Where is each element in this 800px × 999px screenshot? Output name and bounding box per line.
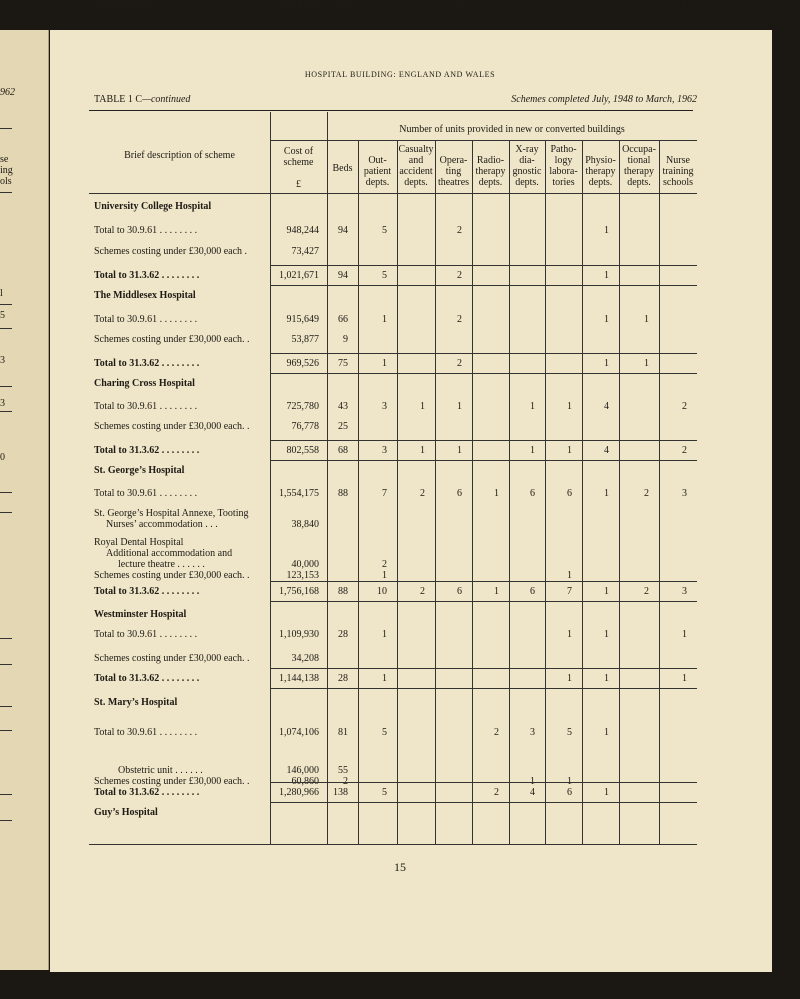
scheme-description: Schemes costing under £30,000 each. . [94, 570, 250, 581]
cell-beds: 138 [333, 787, 348, 798]
cell-cas: 2 [420, 488, 425, 499]
cell-phys: 1 [604, 787, 609, 798]
scheme-description: Schemes costing under £30,000 each . [94, 246, 248, 257]
cell-out: 3 [382, 401, 387, 412]
cell-beds: 28 [338, 673, 348, 684]
cell-out: 5 [382, 270, 387, 281]
header-cas-line: and [408, 155, 424, 166]
left-rule [0, 304, 12, 305]
cell-occ: 1 [644, 314, 649, 325]
cell-beds: 88 [338, 586, 348, 597]
cell-occ: 1 [644, 358, 649, 369]
cell-nurse: 2 [682, 401, 687, 412]
cell-phys: 1 [604, 673, 609, 684]
cell-out: 1 [382, 570, 387, 581]
cell-nurse: 1 [682, 673, 687, 684]
table-bottom-rule [89, 844, 697, 845]
header-nurse-line: Nurse [666, 155, 690, 166]
scheme-description: Obstetric unit . . . . . . [118, 765, 203, 776]
header-subrule [270, 140, 697, 141]
cell-nurse: 3 [682, 488, 687, 499]
cell-xray: 1 [530, 401, 535, 412]
cell-beds: 94 [338, 270, 348, 281]
cell-beds: 2 [343, 776, 348, 787]
cell-beds: 9 [343, 334, 348, 345]
total-label: Total to 31.3.62 . . . . . . . . [94, 358, 200, 369]
header-occ-line: depts. [627, 177, 651, 188]
cost-value: 60,860 [291, 776, 319, 787]
header-cas [397, 144, 435, 188]
scheme-description: Total to 30.9.61 . . . . . . . . [94, 727, 198, 738]
header-number-of-units: Number of units provided in new or converted buildings [399, 124, 625, 135]
cell-xray: 3 [530, 727, 535, 738]
cost-value: 1,554,175 [279, 488, 319, 499]
cell-occ: 2 [644, 586, 649, 597]
total-bottom-rule [270, 802, 697, 803]
cell-nurse: 1 [682, 0, 687, 11]
table-top-rule [89, 110, 693, 111]
cost-value: 969,526 [286, 358, 319, 369]
cell-rad: 2 [494, 787, 499, 798]
cell-path: 7 [567, 586, 572, 597]
left-rule [0, 192, 12, 193]
header-path-line: labora- [549, 166, 578, 177]
cell-beds: 43 [338, 401, 348, 412]
cost-value: 40,000 [291, 559, 319, 570]
left-rule [0, 386, 12, 387]
table-label: TABLE 1 C [94, 94, 143, 105]
cell-beds: 66 [338, 314, 348, 325]
cell-beds: 419 [333, 0, 348, 11]
cell-nurse: 3 [682, 586, 687, 597]
scheme-description: Total to 30.9.61 . . . . . . . . [94, 0, 198, 11]
cell-path: 6 [567, 787, 572, 798]
header-xray [509, 144, 545, 188]
cell-xray: 6 [530, 488, 535, 499]
scheme-description: Schemes costing under £30,000 each. . [94, 776, 250, 787]
cost-value: 76,778 [291, 421, 319, 432]
header-out-line: patient [363, 166, 392, 177]
left-rule [0, 794, 12, 795]
header-cas-line: accident [399, 166, 433, 177]
header-cost-line: scheme [283, 157, 314, 168]
table-label-suffix: —continued [142, 94, 191, 105]
cell-op: 2 [457, 358, 462, 369]
hospital-name: Guy’s Hospital [94, 807, 158, 818]
header-occ-line: Occupa- [622, 144, 656, 155]
schemes-note: Schemes completed July, 1948 to March, 1962 [511, 94, 697, 105]
scheme-description: Nurses’ accommodation . . . [106, 519, 218, 530]
total-bottom-rule [270, 460, 697, 461]
left-rule [0, 820, 12, 821]
cost-value: 1,021,671 [279, 270, 319, 281]
header-op [435, 155, 472, 188]
header-path-line: tories [552, 177, 575, 188]
header-cas-line: Casualty [398, 144, 434, 155]
cell-out: 3 [382, 445, 387, 456]
cell-out: 1 [382, 629, 387, 640]
cell-xray: 6 [530, 586, 535, 597]
header-beds: Beds [332, 163, 353, 174]
header-nurse-line: training [662, 166, 694, 177]
left-rule [0, 411, 12, 412]
header-phys [582, 155, 619, 188]
header-occ-line: tional [627, 155, 651, 166]
cost-value: 34,208 [291, 653, 319, 664]
cell-out: 2 [382, 559, 387, 570]
page-number: 15 [394, 860, 406, 874]
cell-phys: 1 [604, 488, 609, 499]
hospital-name: Charing Cross Hospital [94, 378, 195, 389]
left-rule [0, 730, 12, 731]
scheme-description: Additional accommodation and [106, 548, 233, 559]
total-label: Total to 31.3.62 . . . . . . . . [94, 673, 200, 684]
header-cost-line [270, 168, 327, 179]
left-margin-text: 962 [0, 87, 15, 98]
cell-out: 1 [382, 358, 387, 369]
header-occ [619, 144, 659, 188]
cost-value: 1,756,168 [279, 586, 319, 597]
total-top-rule [270, 668, 697, 669]
left-rule [0, 128, 12, 129]
cell-path: 6 [567, 488, 572, 499]
total-label: Total to 31.3.62 . . . . . . . . [94, 270, 200, 281]
scheme-description: Royal Dental Hospital [94, 537, 184, 548]
header-cost [270, 146, 327, 190]
running-head: HOSPITAL BUILDING: ENGLAND AND WALES [304, 70, 496, 79]
cost-value: 725,780 [286, 401, 319, 412]
hospital-name: University College Hospital [94, 201, 212, 212]
header-rad-line: therapy [475, 166, 506, 177]
cell-xray: 2 [530, 0, 535, 11]
left-rule [0, 492, 12, 493]
cell-beds: 81 [338, 727, 348, 738]
header-cost-line: £ [296, 179, 301, 190]
cell-beds: 25 [338, 421, 348, 432]
cost-value: 1,074,106 [279, 727, 319, 738]
header-rad [472, 155, 509, 188]
header-out-line: depts. [365, 177, 390, 188]
cell-path: 1 [567, 445, 572, 456]
left-margin-text: 0 [0, 452, 5, 463]
hospital-name: Westminster Hospital [94, 609, 187, 620]
header-op-line: theatres [437, 177, 470, 188]
cell-path: 1 [567, 776, 572, 787]
cell-beds: 68 [338, 445, 348, 456]
cost-value: 53,877 [291, 334, 319, 345]
cell-phys: 1 [604, 629, 609, 640]
total-top-rule [270, 265, 697, 266]
cell-op: 2 [457, 270, 462, 281]
cell-beds: 94 [338, 225, 348, 236]
header-phys-line: therapy [585, 166, 616, 177]
total-label: Total to 31.3.62 . . . . . . . . [94, 787, 200, 798]
cost-value: 146,000 [286, 765, 319, 776]
left-rule [0, 706, 12, 707]
cell-phys: 1 [604, 358, 609, 369]
total-bottom-rule [270, 285, 697, 286]
left-margin-text: 5 [0, 310, 5, 321]
scheme-description: Total to 30.9.61 . . . . . . . . [94, 629, 198, 640]
cell-phys: 1 [604, 225, 609, 236]
header-brief: Brief description of scheme [124, 150, 235, 161]
cost-value: 915,649 [286, 314, 319, 325]
header-xray-line: dia- [519, 155, 535, 166]
cell-path: 1 [567, 401, 572, 412]
scheme-description: lecture theatre . . . . . . [118, 559, 205, 570]
cell-cas: 1 [420, 401, 425, 412]
cell-phys: 1 [604, 586, 609, 597]
cell-cas: 1 [420, 0, 425, 11]
header-xray-line: X-ray [515, 144, 539, 155]
cell-out: 7 [382, 488, 387, 499]
header-xray-line: depts. [515, 177, 539, 188]
cell-beds: 88 [338, 488, 348, 499]
header-occ-line: therapy [624, 166, 654, 177]
left-margin-text: ols [0, 176, 12, 187]
cost-value: 38,840 [291, 519, 319, 530]
cell-phys: 1 [604, 727, 609, 738]
cost-value: 948,244 [286, 225, 319, 236]
left-margin-text: l [0, 288, 3, 299]
header-rad-line: Radio- [476, 155, 505, 166]
header-bottom-rule [89, 193, 697, 194]
header-op-line: ting [445, 166, 462, 177]
header-phys-line: Physio- [585, 155, 616, 166]
cell-path: 1 [567, 570, 572, 581]
cell-phys: 1 [604, 314, 609, 325]
left-rule [0, 638, 12, 639]
total-top-rule [270, 440, 697, 441]
cell-op: 6 [457, 586, 462, 597]
cost-value: 73,427 [291, 246, 319, 257]
left-margin-text: 3 [0, 398, 5, 409]
cell-out: 10 [377, 586, 387, 597]
cell-rad: 1 [494, 488, 499, 499]
cell-cas: 1 [420, 445, 425, 456]
left-rule [0, 328, 12, 329]
cell-out: 1 [382, 314, 387, 325]
cell-op: 2 [457, 225, 462, 236]
total-top-rule [270, 353, 697, 354]
header-cost-line: Cost of [283, 146, 314, 157]
scheme-description: Total to 30.9.61 . . . . . . . . [94, 314, 198, 325]
left-margin-text: ing [0, 165, 13, 176]
cell-path: 5 [567, 727, 572, 738]
cell-out: 5 [382, 225, 387, 236]
cell-path: 1 [567, 0, 572, 11]
cell-op: 10 [452, 0, 462, 11]
cost-value: 2,684,000 [279, 0, 319, 11]
scheme-description: Total to 30.9.61 . . . . . . . . [94, 488, 198, 499]
hospital-name: St. George’s Hospital [94, 465, 185, 476]
header-out [358, 155, 397, 188]
cost-value: 1,280,966 [279, 787, 319, 798]
total-bottom-rule [270, 688, 697, 689]
cell-phys: 1 [604, 270, 609, 281]
scheme-description: Schemes costing under £30,000 each. . [94, 334, 250, 345]
cell-op: 6 [457, 488, 462, 499]
header-path [545, 144, 582, 188]
cell-xray: 1 [530, 776, 535, 787]
left-margin-text: 3 [0, 355, 5, 366]
header-phys-line: depts. [588, 177, 613, 188]
cell-beds: 28 [338, 629, 348, 640]
cell-beds: 55 [338, 765, 348, 776]
cell-nurse: 2 [682, 445, 687, 456]
header-path-line: logy [554, 155, 573, 166]
cell-cas: 2 [420, 586, 425, 597]
cell-path: 1 [567, 629, 572, 640]
cell-xray: 4 [530, 787, 535, 798]
total-top-rule [270, 782, 697, 783]
left-rule [0, 664, 12, 665]
cell-op: 1 [457, 445, 462, 456]
left-page-edge [0, 30, 49, 970]
cell-rad: 2 [494, 727, 499, 738]
cell-path: 1 [567, 673, 572, 684]
header-path-line: Patho- [550, 144, 577, 155]
cell-op: 1 [457, 401, 462, 412]
cost-value: 1,109,930 [279, 629, 319, 640]
total-bottom-rule [270, 373, 697, 374]
total-label: Total to 31.3.62 . . . . . . . . [94, 445, 200, 456]
left-margin-text: se [0, 154, 9, 165]
total-label: Total to 31.3.62 . . . . . . . . [94, 586, 200, 597]
scheme-description: St. George’s Hospital Annexe, Tooting [94, 508, 249, 519]
scheme-description: Schemes costing under £30,000 each. . [94, 421, 250, 432]
header-out-line: Out- [368, 155, 387, 166]
scheme-description: Total to 30.9.61 . . . . . . . . [94, 225, 198, 236]
cost-value: 1,144,138 [279, 673, 319, 684]
left-rule [0, 512, 12, 513]
header-op-line: Opera- [439, 155, 468, 166]
cell-beds: 75 [338, 358, 348, 369]
cell-out: 1 [382, 673, 387, 684]
scheme-description: Total to 30.9.61 . . . . . . . . [94, 401, 198, 412]
hospital-name: St. Mary’s Hospital [94, 697, 178, 708]
cell-rad: 2 [494, 0, 499, 11]
total-top-rule [270, 581, 697, 582]
total-bottom-rule [270, 601, 697, 602]
cost-value: 123,153 [286, 570, 319, 581]
cell-occ: 2 [644, 488, 649, 499]
header-cas-line: depts. [404, 177, 428, 188]
cell-out: 5 [382, 787, 387, 798]
scheme-description: Schemes costing under £30,000 each. . [94, 653, 250, 664]
cell-out: 5 [382, 727, 387, 738]
cell-rad: 1 [494, 586, 499, 597]
hospital-name: The Middlesex Hospital [94, 290, 196, 301]
table-title [94, 94, 190, 105]
cell-phys: 4 [604, 401, 609, 412]
header-nurse-line: schools [663, 177, 693, 188]
header-xray-line: gnostic [512, 166, 542, 177]
cell-xray: 1 [530, 445, 535, 456]
cell-op: 2 [457, 314, 462, 325]
cell-nurse: 1 [682, 629, 687, 640]
header-nurse [659, 155, 697, 188]
cell-phys: 4 [604, 445, 609, 456]
header-rad-line: depts. [478, 177, 503, 188]
cost-value: 802,558 [286, 445, 319, 456]
